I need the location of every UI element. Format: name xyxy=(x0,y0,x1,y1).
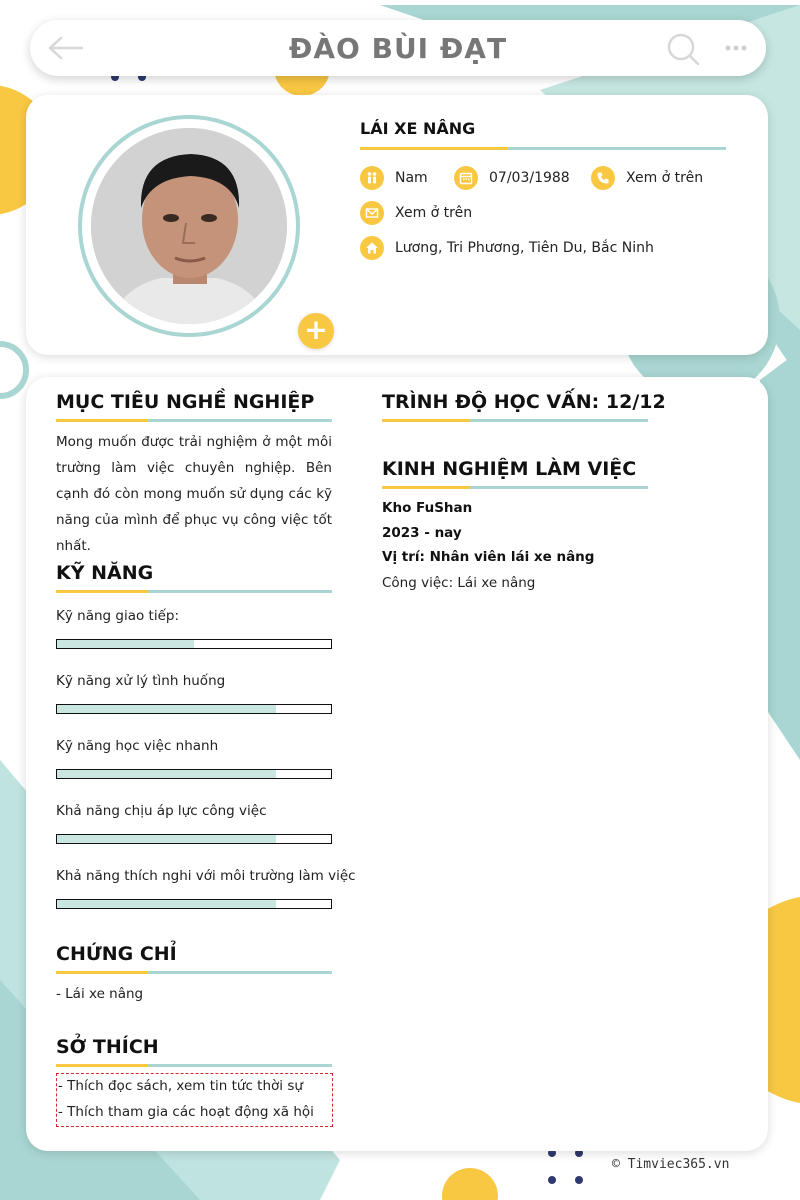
skill-bar-fill xyxy=(57,900,276,908)
certificates-underline xyxy=(56,971,332,974)
birthdate-info xyxy=(454,166,570,190)
objective-text: Mong muốn được trải nghiệm ở một môi trường làm việc chuyên nghiệp. Bên cạnh đó còn mong muốn sử dụng các kỹ năng của mình để phục vụ công việc tốt nhất. xyxy=(56,434,332,554)
birthdate-value: 07/03/1988 xyxy=(489,170,570,186)
experience-company: Kho FuShan xyxy=(382,500,473,516)
skill-label: Khả năng chịu áp lực công việc xyxy=(56,803,267,819)
more-dots-icon[interactable] xyxy=(724,38,748,58)
experience-title: KINH NGHIỆM LÀM VIỆC xyxy=(382,458,637,480)
skill-label: Kỹ năng xử lý tình huống xyxy=(56,673,226,689)
page-title: ĐÀO BÙI ĐẠT xyxy=(288,32,508,65)
email-value: Xem ở trên xyxy=(395,205,473,221)
calendar-icon xyxy=(454,166,478,190)
skills-underline xyxy=(56,590,332,593)
avatar xyxy=(91,128,287,324)
skill-bar-fill xyxy=(57,640,194,648)
gender-info xyxy=(360,166,428,190)
experience-period: 2023 - nay xyxy=(382,525,462,541)
hobbies-list[interactable] xyxy=(56,1073,333,1127)
email-icon xyxy=(360,201,384,225)
footer-copyright: © Timviec365.vn xyxy=(612,1157,730,1172)
address-info xyxy=(360,236,654,260)
hobby-item: - Thích đọc sách, xem tin tức thời sự xyxy=(58,1078,303,1094)
skill-bar xyxy=(56,899,332,909)
experience-underline xyxy=(382,486,648,489)
hobby-item: - Thích tham gia các hoạt động xã hội xyxy=(58,1104,314,1120)
avatar-frame xyxy=(78,115,328,346)
skill-bar xyxy=(56,769,332,779)
objective-title: MỤC TIÊU NGHỀ NGHIỆP xyxy=(56,391,315,413)
skills-title: KỸ NĂNG xyxy=(56,562,154,584)
certificates-title: CHỨNG CHỈ xyxy=(56,943,177,965)
resume-main-card xyxy=(26,377,768,1151)
skill-bar xyxy=(56,834,332,844)
phone-value: Xem ở trên xyxy=(626,170,704,186)
skill-label: Khả năng thích nghi với môi trường làm việc xyxy=(56,868,356,884)
skill-bar xyxy=(56,639,332,649)
education-title: TRÌNH ĐỘ HỌC VẤN: 12/12 xyxy=(382,391,666,413)
experience-duty: Công việc: Lái xe nâng xyxy=(382,575,536,591)
hobbies-title: SỞ THÍCH xyxy=(56,1036,159,1058)
experience-position: Vị trí: Nhân viên lái xe nâng xyxy=(382,549,595,565)
address-value: Lương, Tri Phương, Tiên Du, Bắc Ninh xyxy=(395,240,654,256)
skill-bar-fill xyxy=(57,835,276,843)
job-title: LÁI XE NÂNG xyxy=(360,119,476,138)
avatar-photo xyxy=(91,128,287,324)
skill-bar-fill xyxy=(57,705,276,713)
gender-value: Nam xyxy=(395,170,428,186)
objective-underline xyxy=(56,419,332,422)
education-underline xyxy=(382,419,648,422)
profile-card xyxy=(26,95,768,355)
hobbies-underline xyxy=(56,1064,332,1067)
add-photo-button[interactable]: + xyxy=(298,313,334,349)
phone-info xyxy=(591,166,703,190)
home-icon xyxy=(360,236,384,260)
skill-bar-fill xyxy=(57,770,276,778)
skill-bar xyxy=(56,704,332,714)
skill-label: Kỹ năng giao tiếp: xyxy=(56,608,179,624)
certificate-item: - Lái xe nâng xyxy=(56,986,144,1002)
search-icon[interactable] xyxy=(666,32,700,66)
skill-label: Kỹ năng học việc nhanh xyxy=(56,738,219,754)
email-info xyxy=(360,201,472,225)
job-title-underline xyxy=(360,147,726,150)
top-bar xyxy=(30,20,766,76)
gender-icon xyxy=(360,166,384,190)
phone-icon xyxy=(591,166,615,190)
